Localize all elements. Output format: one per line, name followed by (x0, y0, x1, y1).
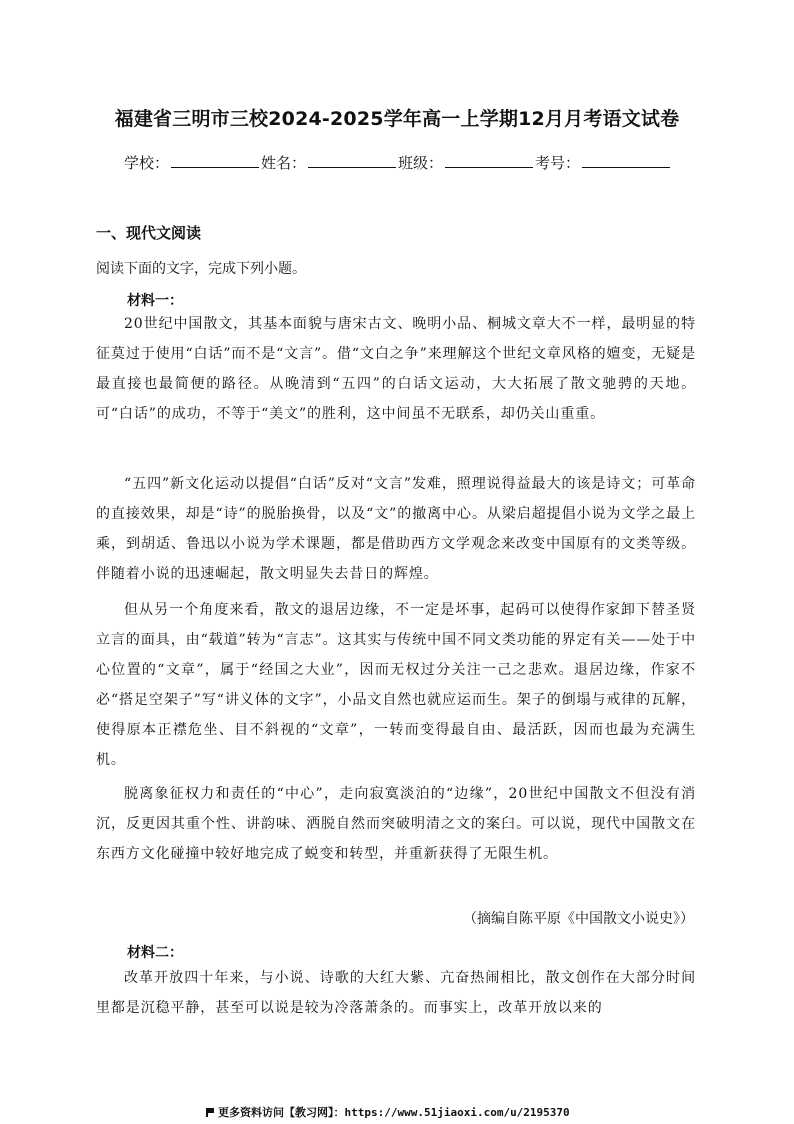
material-one-label: 材料一： (127, 293, 183, 309)
class-field (398, 152, 533, 173)
flag-icon (206, 1108, 214, 1117)
material-one-paragraph: “五四”新文化运动以提倡“白话”反对“文言”发难，照理说得益最大的该是诗文；可革命的直接效果，却是“诗”的脱胎换骨，以及“文”的撤离中心。从梁启超提倡小说为文学之最上乘，到胡适、鲁迅以小说为学术课题，都是借助西方文学观念来改变中国原有的文类等级。伴随着小说的迅速崛起，散文明显失去昔日的辉煌。 (96, 476, 696, 582)
class-blank[interactable] (445, 153, 533, 168)
footer-text[interactable]: 更多资料访问【教习网】：https://www.51jiaoxi.com/u/2195370 (218, 1106, 570, 1119)
class-label: 班级： (398, 154, 444, 172)
material-two-label: 材料二： (127, 945, 183, 961)
material-one-paragraph: 20世纪中国散文，其基本面貌与唐宋古文、晚明小品、桐城文章大不一样，最明显的特征莫过于使用“白话”而不是“文言”。借“文白之争”来理解这个世纪文章风格的嬗变，无疑是最直接也最简便的路径。从晚清到“五四”的白话文运动，大大拓展了散文驰骋的天地。可“白话”的成功，不等于“美文”的胜利，这中间虽不无联系，却仍关山重重。 (96, 316, 696, 422)
school-blank[interactable] (171, 153, 259, 168)
material-one-source: （摘编自陈平原《中国散文小说史》） (463, 911, 694, 927)
student-info-line (0, 152, 794, 173)
exam-no-field (535, 152, 670, 173)
school-field (124, 152, 259, 173)
exam-no-label: 考号： (535, 154, 581, 172)
exam-title: 福建省三明市三校2024-2025学年高一上学期12月月考语文试卷 (114, 108, 680, 130)
exam-no-blank[interactable] (582, 153, 670, 168)
name-blank[interactable] (308, 153, 396, 168)
material-one-paragraph: 但从另一个角度来看，散文的退居边缘，不一定是坏事，起码可以使得作家卸下替圣贤立言的面具，由“载道”转为“言志”。这其实与传统中国不同文类功能的界定有关——处于中心位置的“文章”，属于“经国之大业”，因而无权过分关注一己之悲欢。退居边缘，作家不必“搭足空架子”写“讲义体的文字”，小品文自然也就应运而生。架子的倒塌与戒律的瓦解，使得原本正襟危坐、目不斜视的“文章”，一转而变得最自由、最活跃，因而也最为充满生机。 (96, 602, 696, 768)
footer-link[interactable] (206, 1104, 570, 1120)
reading-instruction: 阅读下面的文字，完成下列小题。 (96, 261, 306, 277)
material-one-paragraph: 脱离象征权力和责任的“中心”，走向寂寞淡泊的“边缘”，20世纪中国散文不但没有消沉，反更因其重个性、讲韵味、洒脱自然而突破明清之文的案臼。可以说，现代中国散文在东西方文化碰撞中较好地完成了蜕变和转型，并重新获得了无限生机。 (96, 786, 696, 862)
name-label: 姓名： (260, 154, 306, 172)
section-heading: 一、现代文阅读 (96, 224, 202, 242)
name-field (261, 152, 396, 173)
material-two-paragraph: 改革开放四十年来，与小说、诗歌的大红大紫、亢奋热闹相比，散文创作在大部分时间里都是沉稳平静，甚至可以说是较为冷落萧条的。而事实上，改革开放以来的 (96, 970, 696, 1016)
school-label: 学校： (123, 154, 169, 172)
